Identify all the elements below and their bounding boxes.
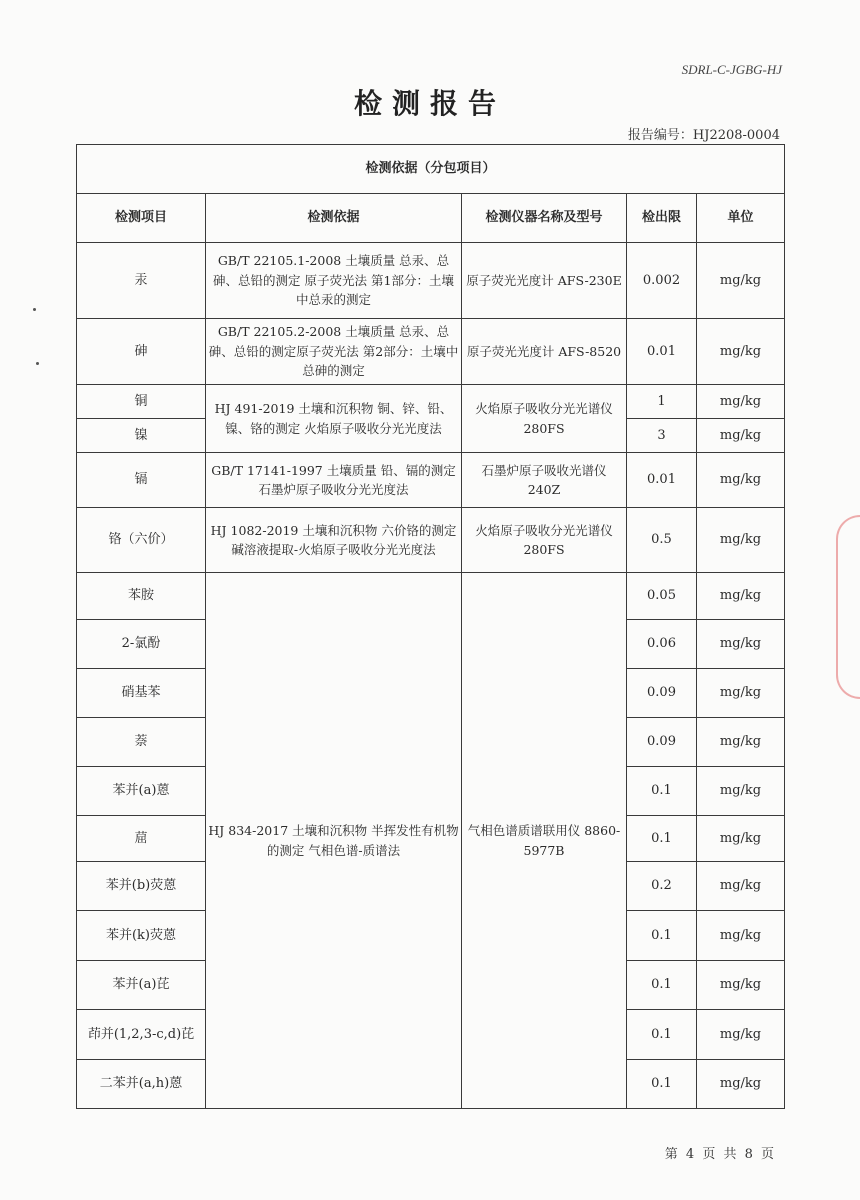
column-header: 检出限 — [627, 194, 697, 243]
detection-limit: 0.1 — [627, 816, 697, 862]
detection-limit: 1 — [627, 385, 697, 419]
test-instrument: 原子荧光光度计 AFS-230E — [462, 243, 627, 319]
test-item: 苯胺 — [77, 573, 206, 620]
detection-limit: 0.05 — [627, 573, 697, 620]
detection-limit: 0.01 — [627, 319, 697, 385]
table-row — [77, 573, 785, 620]
test-instrument: 石墨炉原子吸收光谱仪 240Z — [462, 453, 627, 508]
test-item: 苯并(a)蒽 — [77, 767, 206, 816]
column-header: 检测仪器名称及型号 — [462, 194, 627, 243]
column-header: 检测项目 — [77, 194, 206, 243]
test-item: 苯并(k)荧蒽 — [77, 911, 206, 961]
test-item: 铜 — [77, 385, 206, 419]
unit: mg/kg — [697, 319, 785, 385]
unit: mg/kg — [697, 718, 785, 767]
test-item: 䓛 — [77, 816, 206, 862]
test-basis: HJ 491-2019 土壤和沉积物 铜、锌、铅、镍、铬的测定 火焰原子吸收分光光度法 — [206, 385, 462, 453]
detection-limit: 0.09 — [627, 669, 697, 718]
detection-limit: 0.5 — [627, 508, 697, 573]
test-instrument: 气相色谱质谱联用仪 8860-5977B — [462, 573, 627, 1109]
detection-limit: 0.2 — [627, 862, 697, 911]
test-basis: HJ 1082-2019 土壤和沉积物 六价铬的测定 碱溶液提取-火焰原子吸收分光光度法 — [206, 508, 462, 573]
test-basis: GB/T 17141-1997 土壤质量 铅、镉的测定 石墨炉原子吸收分光光度法 — [206, 453, 462, 508]
unit: mg/kg — [697, 385, 785, 419]
detection-limit: 0.09 — [627, 718, 697, 767]
detection-limit: 0.1 — [627, 767, 697, 816]
test-item: 2-氯酚 — [77, 620, 206, 669]
test-item: 苯并(a)芘 — [77, 961, 206, 1010]
unit: mg/kg — [697, 573, 785, 620]
detection-limit: 0.1 — [627, 961, 697, 1010]
detection-basis-table — [76, 144, 785, 1109]
seal-stamp-edge — [836, 515, 860, 699]
unit: mg/kg — [697, 862, 785, 911]
detection-limit: 0.002 — [627, 243, 697, 319]
test-item: 茚并(1,2,3-c,d)芘 — [77, 1010, 206, 1060]
report-title: 检测报告 — [353, 87, 506, 120]
detection-limit: 0.1 — [627, 1060, 697, 1109]
unit: mg/kg — [697, 816, 785, 862]
table-header-row — [77, 194, 785, 243]
column-header: 单位 — [697, 194, 785, 243]
detection-limit: 0.1 — [627, 1010, 697, 1060]
test-item: 硝基苯 — [77, 669, 206, 718]
unit: mg/kg — [697, 961, 785, 1010]
unit: mg/kg — [697, 508, 785, 573]
scan-speck — [33, 308, 36, 311]
detection-limit: 0.1 — [627, 911, 697, 961]
table-row — [77, 508, 785, 573]
table-row — [77, 243, 785, 319]
page-number: 第 4 页 共 8 页 — [664, 1147, 774, 1162]
unit: mg/kg — [697, 669, 785, 718]
unit: mg/kg — [697, 911, 785, 961]
unit: mg/kg — [697, 620, 785, 669]
scan-speck — [36, 362, 39, 365]
test-item: 镉 — [77, 453, 206, 508]
unit: mg/kg — [697, 453, 785, 508]
table-section-title: 检测依据（分包项目） — [77, 145, 785, 194]
test-basis: HJ 834-2017 土壤和沉积物 半挥发性有机物的测定 气相色谱-质谱法 — [206, 573, 462, 1109]
unit: mg/kg — [697, 1060, 785, 1109]
detection-limit: 0.01 — [627, 453, 697, 508]
test-instrument: 原子荧光光度计 AFS-8520 — [462, 319, 627, 385]
test-item: 苯并(b)荧蒽 — [77, 862, 206, 911]
unit: mg/kg — [697, 419, 785, 453]
detection-limit: 0.06 — [627, 620, 697, 669]
column-header: 检测依据 — [206, 194, 462, 243]
unit: mg/kg — [697, 243, 785, 319]
unit: mg/kg — [697, 1010, 785, 1060]
table-row — [77, 319, 785, 385]
test-instrument: 火焰原子吸收分光光谱仪 280FS — [462, 385, 627, 453]
test-basis: GB/T 22105.2-2008 土壤质量 总汞、总砷、总铅的测定原子荧光法 第2部分：土壤中总砷的测定 — [206, 319, 462, 385]
test-item: 砷 — [77, 319, 206, 385]
document-code: SDRL-C-JGBG-HJ — [681, 62, 782, 77]
detection-limit: 3 — [627, 419, 697, 453]
unit: mg/kg — [697, 767, 785, 816]
test-item: 镍 — [77, 419, 206, 453]
test-item: 萘 — [77, 718, 206, 767]
test-item: 铬（六价） — [77, 508, 206, 573]
test-item: 汞 — [77, 243, 206, 319]
report-number: 报告编号：HJ2208-0004 — [627, 128, 780, 143]
test-instrument: 火焰原子吸收分光光谱仪 280FS — [462, 508, 627, 573]
test-item: 二苯并(a,h)蒽 — [77, 1060, 206, 1109]
test-basis: GB/T 22105.1-2008 土壤质量 总汞、总砷、总铅的测定 原子荧光法 第1部分：土壤中总汞的测定 — [206, 243, 462, 319]
table-row — [77, 453, 785, 508]
table-row — [77, 385, 785, 419]
